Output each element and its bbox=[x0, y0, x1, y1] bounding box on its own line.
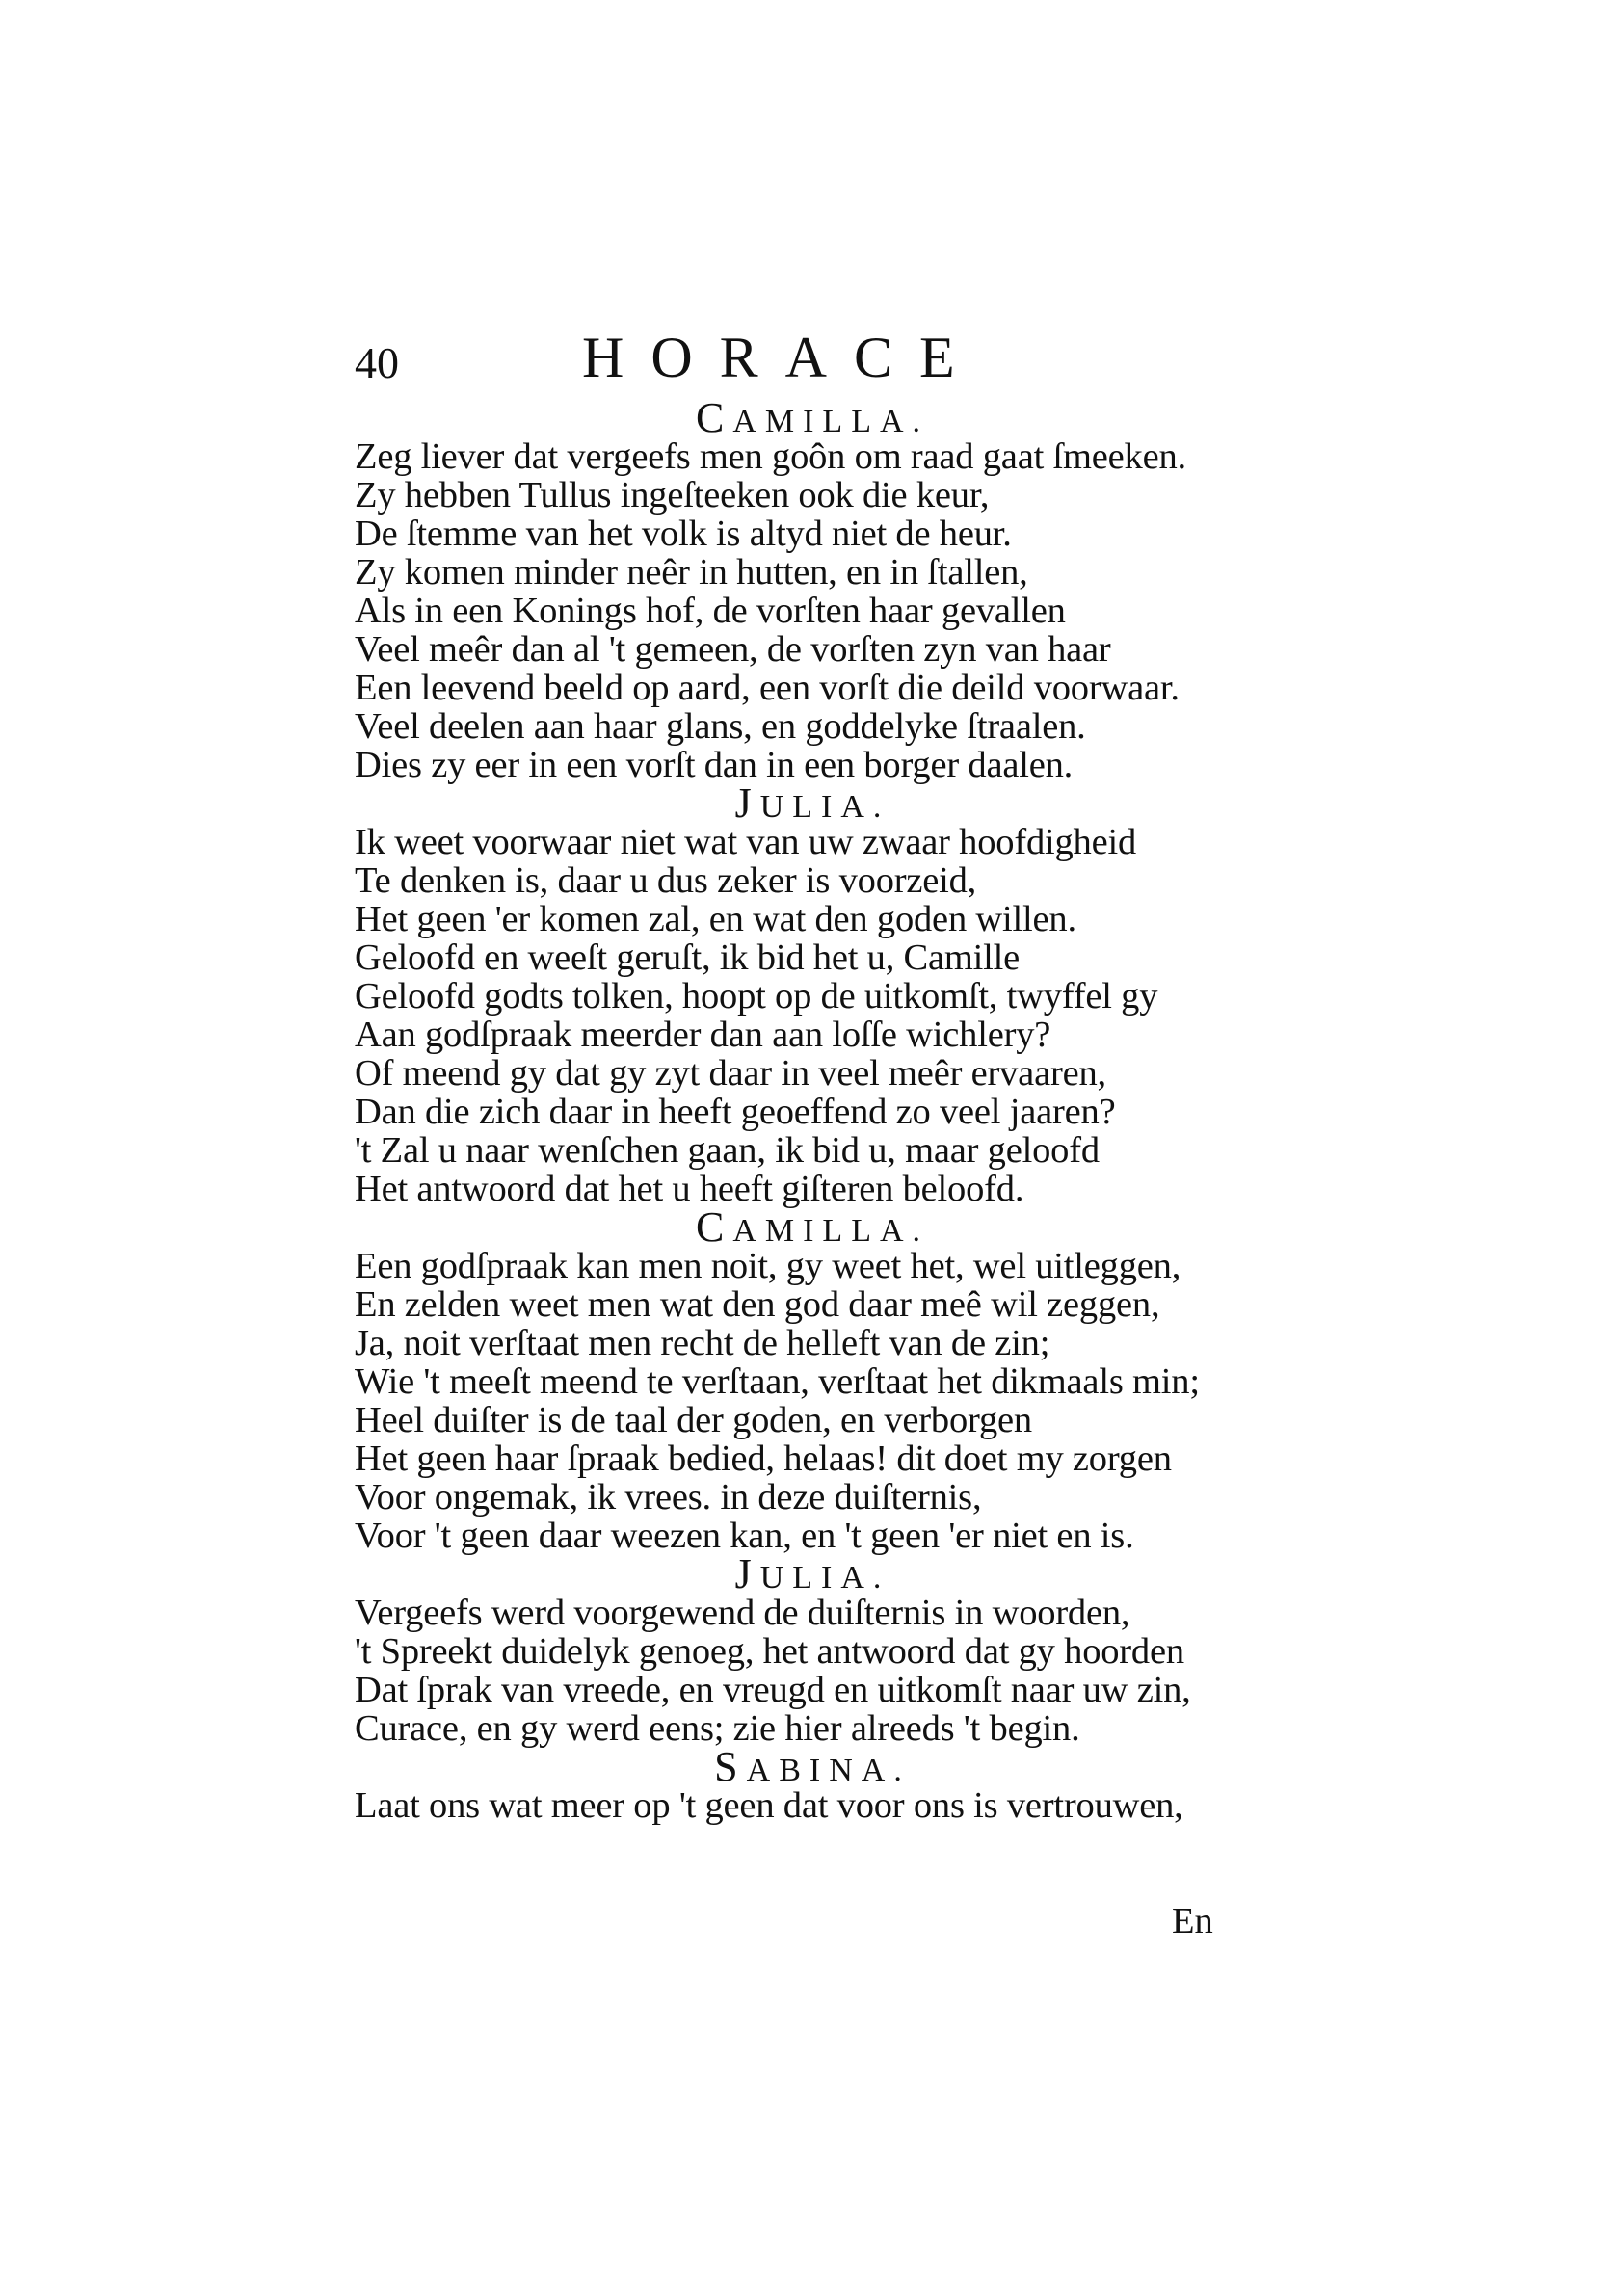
verse-line: 't Zal u naar wenſchen gaan, ik bid u, maar geloofd bbox=[355, 1130, 1100, 1171]
speaker-heading: JULIA. bbox=[734, 779, 890, 827]
verse-line: 't Spreekt duidelyk genoeg, het antwoord dat gy hoorden bbox=[355, 1631, 1184, 1672]
verse-line: Voor ongemak, ik vrees. in deze duiſternis, bbox=[355, 1477, 982, 1517]
verse-line: Ik weet voorwaar niet wat van uw zwaar hoofdigheid bbox=[355, 822, 1137, 862]
verse-line: Laat ons wat meer op 't geen dat voor ons is vertrouwen, bbox=[355, 1785, 1183, 1826]
verse-line: Het geen haar ſpraak bedied, helaas! dit doet my zorgen bbox=[355, 1438, 1172, 1479]
verse-line: Heel duiſter is de taal der goden, en verborgen bbox=[355, 1400, 1032, 1440]
verse-line: Of meend gy dat gy zyt daar in veel meêr ervaaren, bbox=[355, 1053, 1106, 1094]
verse-line: Veel deelen aan haar glans, en goddelyke ſtraalen. bbox=[355, 706, 1086, 747]
verse-line: Zeg liever dat vergeefs men goôn om raad gaat ſmeeken. bbox=[355, 436, 1186, 477]
speaker-heading: JULIA. bbox=[734, 1550, 890, 1597]
running-title: HORACE bbox=[582, 326, 982, 389]
catchword: En bbox=[1172, 1901, 1213, 1941]
verse-line: Het geen 'er komen zal, en wat den goden willen. bbox=[355, 899, 1076, 939]
verse-line: Een leevend beeld op aard, een vorſt die deild voorwaar. bbox=[355, 668, 1180, 708]
verse-line: Vergeefs werd voorgewend de duiſternis in woorden, bbox=[355, 1593, 1130, 1633]
verse-line: Dan die zich daar in heeft geoeffend zo veel jaaren? bbox=[355, 1092, 1116, 1132]
verse-line: Voor 't geen daar weezen kan, en 't geen 'er niet en is. bbox=[355, 1516, 1134, 1556]
verse-line: Geloofd en weeſt geruſt, ik bid het u, Camille bbox=[355, 937, 1021, 978]
speaker-heading: CAMILLA. bbox=[695, 394, 930, 441]
verse-line: Het antwoord dat het u heeft giſteren beloofd. bbox=[355, 1169, 1024, 1209]
verse-line: Als in een Konings hof, de vorſten haar gevallen bbox=[355, 591, 1066, 631]
verse-line: De ſtemme van het volk is altyd niet de heur. bbox=[355, 514, 1012, 554]
verse-line: Zy komen minder neêr in hutten, en in ſtallen, bbox=[355, 552, 1028, 593]
page-number: 40 bbox=[355, 338, 399, 387]
verse-line: Een godſpraak kan men noit, gy weet het, wel uitleggen, bbox=[355, 1246, 1181, 1286]
verse-line: Ja, noit verſtaat men recht de helleft van de zin; bbox=[355, 1323, 1050, 1363]
speaker-heading: SABINA. bbox=[714, 1743, 911, 1790]
verse-line: Veel meêr dan al 't gemeen, de vorſten zyn van haar bbox=[355, 629, 1111, 670]
speaker-heading: CAMILLA. bbox=[695, 1203, 930, 1251]
verse-line: Geloofd godts tolken, hoopt op de uitkomſt, twyffel gy bbox=[355, 976, 1158, 1016]
verse-line: Curace, en gy werd eens; zie hier alreeds 't begin. bbox=[355, 1708, 1080, 1749]
verse-line: Te denken is, daar u dus zeker is voorzeid, bbox=[355, 860, 977, 901]
verse-line: Aan godſpraak meerder dan aan loſſe wichlery? bbox=[355, 1015, 1051, 1055]
verse-line: Wie 't meeſt meend te verſtaan, verſtaat het dikmaals min; bbox=[355, 1361, 1200, 1402]
page-header bbox=[355, 323, 1270, 400]
verse-text bbox=[355, 394, 1270, 1826]
verse-line: Dat ſprak van vreede, en vreugd en uitkomſt naar uw zin, bbox=[355, 1670, 1191, 1710]
verse-line: Zy hebben Tullus ingeſteeken ook die keur, bbox=[355, 475, 990, 515]
verse-line: En zelden weet men wat den god daar meê wil zeggen, bbox=[355, 1284, 1160, 1325]
verse-line: Dies zy eer in een vorſt dan in een borger daalen. bbox=[355, 745, 1074, 785]
